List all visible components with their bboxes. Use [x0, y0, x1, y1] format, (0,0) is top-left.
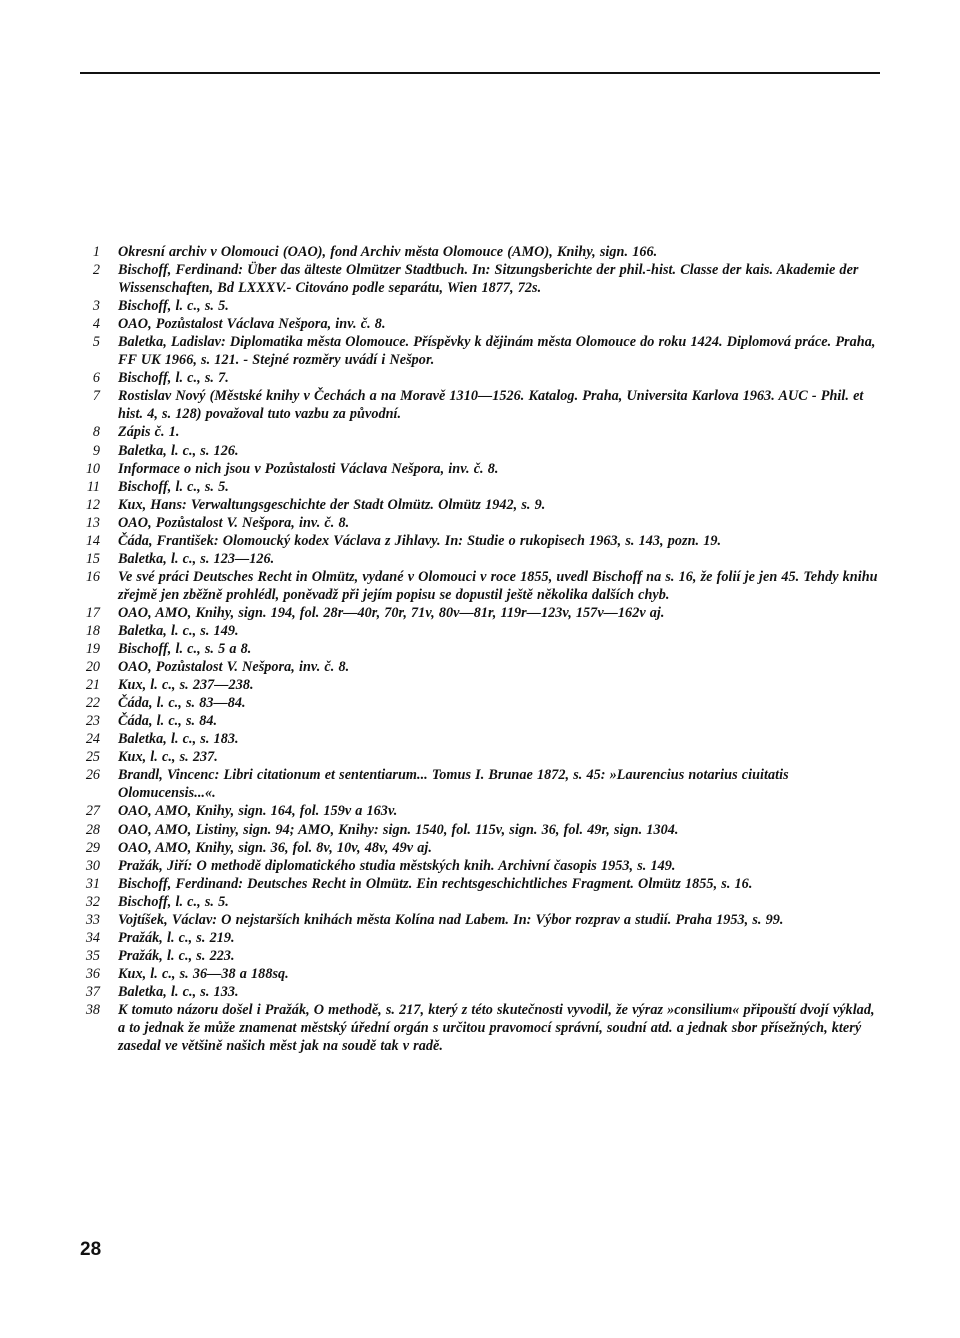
- footnote: [80, 442, 882, 460]
- footnote: [80, 550, 882, 568]
- footnote-text: OAO, AMO, Listiny, sign. 94; AMO, Knihy: sign. 1540, fol. 115v, sign. 36, fol. 49r, sign. 1304.: [118, 821, 679, 838]
- footnote: [80, 315, 882, 333]
- footnote: [80, 387, 882, 423]
- footnote-text: Bischoff, l. c., s. 5.: [118, 478, 229, 495]
- footnote: [80, 658, 882, 676]
- footnote: [80, 478, 882, 496]
- footnote: [80, 694, 882, 712]
- footnote-number: 1: [92, 244, 100, 260]
- footnote-text: Kux, Hans: Verwaltungsgeschichte der Stadt Olmütz. Olmütz 1942, s. 9.: [118, 496, 546, 513]
- footnote-text: Bischoff, l. c., s. 7.: [118, 370, 229, 387]
- footnote-text: Kux, l. c., s. 237.: [118, 749, 218, 766]
- footnote-number: 14: [85, 532, 100, 549]
- footnote: [80, 568, 882, 604]
- footnote: [80, 712, 882, 730]
- footnote-number: 17: [85, 604, 100, 621]
- header-rule: [80, 72, 880, 74]
- footnote: [80, 676, 882, 694]
- footnote-text: Brandl, Vincenc: Libri citationum et sententiarum... Tomus I. Brunae 1872, s. 45: »Laurencius notarius ciuitatis Olomucensis...«.: [118, 767, 789, 802]
- footnote-number: 2: [92, 262, 100, 279]
- footnote-text: Bischoff, Ferdinand: Über das älteste Olmützer Stadtbuch. In: Sitzungsberichte der phil.-hist. Classe der kais. Akademie der Wissenschaften, Bd LXXXV.- Citováno podle separátu, Wien 1877, 72s.: [118, 262, 859, 297]
- footnote-number: 38: [85, 1001, 100, 1018]
- footnotes-list: [80, 243, 882, 1055]
- footnote-text: Pražák, Jiří: O methodě diplomatického studia městských knih. Archivní časopis 1953, s. 149.: [118, 857, 676, 874]
- footnote: [80, 243, 882, 261]
- footnote-text: OAO, AMO, Knihy, sign. 194, fol. 28r—40r, 70r, 71v, 80v—81r, 119r—123v, 157v—162v aj.: [118, 604, 665, 621]
- footnote-number: 33: [85, 911, 100, 928]
- footnote-number: 26: [85, 767, 100, 784]
- footnote-number: 35: [85, 947, 100, 964]
- footnote: [80, 875, 882, 893]
- footnote-text: Čáda, l. c., s. 84.: [118, 713, 218, 730]
- footnote-number: 30: [85, 857, 100, 874]
- footnote-number: 8: [92, 424, 100, 441]
- footnote-text: Čáda, František: Olomoucký kodex Václava z Jihlavy. In: Studie o rukopisech 1963, s. 143, pozn. 19.: [118, 532, 722, 549]
- footnote-number: 34: [85, 929, 100, 946]
- footnote-number: 20: [85, 659, 100, 676]
- footnote-number: 15: [85, 550, 100, 567]
- footnote: [80, 496, 882, 514]
- footnote-number: 9: [92, 442, 100, 459]
- footnote: [80, 839, 882, 857]
- footnote: [80, 947, 882, 965]
- footnote-text: Baletka, l. c., s. 126.: [118, 442, 239, 459]
- footnote-number: 12: [85, 496, 100, 513]
- footnote-number: 6: [92, 370, 100, 387]
- footnote: [80, 1001, 882, 1055]
- footnote-text: Kux, l. c., s. 36—38 a 188sq.: [118, 965, 289, 982]
- footnote-text: Zápis č. 1.: [118, 424, 180, 441]
- footnote-number: 5: [92, 334, 100, 351]
- footnote-number: 3: [92, 298, 100, 315]
- footnote: [80, 622, 882, 640]
- footnote: [80, 261, 882, 297]
- footnote-text: Rostislav Nový (Městské knihy v Čechách a na Moravě 1310—1526. Katalog. Praha, Universita Karlova 1963. AUC - Phil. et hist. 4, s. 128) považoval tuto vazbu za původní.: [118, 388, 864, 423]
- footnote-number: 28: [85, 821, 100, 838]
- footnote: [80, 983, 882, 1001]
- footnote-number: 25: [85, 749, 100, 766]
- footnote: [80, 423, 882, 441]
- footnote-text: K tomuto názoru došel i Pražák, O methodě, s. 217, který z této skutečnosti vyvodil, že výraz »consilium« připouští dvojí výklad, a to jednak že může znamenat městský úřední orgán s určitou pravomocí správní, soudní atd. a jednak sbor přísežných, který zasedal ve většině našich měst jak na soudě tak v radě.: [118, 1001, 875, 1055]
- footnote-text: Ve své práci Deutsches Recht in Olmütz, vydané v Olomouci v roce 1855, uvedl Bischoff na s. 16, že folií je jen 45. Tehdy knihu zřejmě jen zběžně prohlédl, poněvadž při jejím popisu se dopustil ještě několika dalších chyb.: [118, 568, 878, 603]
- footnote-number: 13: [85, 514, 100, 531]
- footnote: [80, 369, 882, 387]
- footnote-text: Bischoff, l. c., s. 5.: [118, 893, 229, 910]
- footnote-text: Pražák, l. c., s. 219.: [118, 929, 235, 946]
- footnote-number: 18: [85, 622, 100, 639]
- footnote: [80, 460, 882, 478]
- footnote-number: 11: [86, 478, 100, 495]
- footnote: [80, 802, 882, 820]
- footnote: [80, 532, 882, 550]
- footnote-number: 16: [85, 568, 100, 585]
- footnote-number: 37: [85, 983, 100, 1000]
- footnote-text: OAO, Pozůstalost Václava Nešpora, inv. č. 8.: [118, 316, 386, 333]
- footnote-text: Baletka, l. c., s. 183.: [118, 731, 239, 748]
- footnote-text: Bischoff, Ferdinand: Deutsches Recht in Olmütz. Ein rechtsgeschichtliches Fragment. Olmütz 1855, s. 16.: [118, 875, 753, 892]
- footnote: [80, 604, 882, 622]
- footnote-number: 29: [85, 839, 100, 856]
- footnote-text: Pražák, l. c., s. 223.: [118, 947, 235, 964]
- footnote-text: Informace o nich jsou v Pozůstalosti Václava Nešpora, inv. č. 8.: [118, 460, 499, 477]
- footnote-number: 27: [85, 803, 100, 820]
- footnote-text: Vojtíšek, Václav: O nejstarších knihách města Kolína nad Labem. In: Výbor rozprav a studií. Praha 1953, s. 99.: [118, 911, 784, 928]
- footnote: [80, 297, 882, 315]
- footnote-number: 4: [92, 316, 100, 333]
- footnote-text: Baletka, l. c., s. 149.: [118, 622, 239, 639]
- footnote-text: Baletka, Ladislav: Diplomatika města Olomouce. Příspěvky k dějinám města Olomouce do roku 1424. Diplomová práce. Praha, FF UK 1966, s. 121. - Stejné rozměry uvádí i Nešpor.: [118, 334, 876, 369]
- footnote: [80, 929, 882, 947]
- footnote-number: 19: [85, 641, 100, 658]
- footnote: [80, 857, 882, 875]
- footnote-number: 10: [85, 460, 100, 477]
- footnote: [80, 893, 882, 911]
- footnote: [80, 748, 882, 766]
- footnote-text: Bischoff, l. c., s. 5 a 8.: [118, 641, 252, 658]
- footnote: [80, 333, 882, 369]
- footnote-number: 32: [85, 893, 100, 910]
- footnote-text: OAO, Pozůstalost V. Nešpora, inv. č. 8.: [118, 659, 350, 676]
- footnote-number: 22: [85, 695, 100, 712]
- footnote-text: Kux, l. c., s. 237—238.: [118, 677, 254, 694]
- footnote-number: 36: [85, 965, 100, 982]
- footnote: [80, 911, 882, 929]
- footnote-text: Okresní archiv v Olomouci (OAO), fond Archiv města Olomouce (AMO), Knihy, sign. 166.: [118, 244, 658, 260]
- footnote-number: 7: [92, 388, 100, 405]
- footnote-text: Čáda, l. c., s. 83—84.: [118, 695, 246, 712]
- footnote-number: 31: [85, 875, 100, 892]
- footnote-text: Baletka, l. c., s. 123—126.: [118, 550, 275, 567]
- footnote-text: Baletka, l. c., s. 133.: [118, 983, 239, 1000]
- footnote: [80, 821, 882, 839]
- footnote-number: 21: [85, 677, 100, 694]
- footnote-number: 23: [85, 713, 100, 730]
- footnote: [80, 514, 882, 532]
- footnote: [80, 730, 882, 748]
- page-number: 28: [80, 1239, 102, 1260]
- footnote: [80, 965, 882, 983]
- footnote: [80, 766, 882, 802]
- footnote-text: Bischoff, l. c., s. 5.: [118, 298, 229, 315]
- footnote-text: OAO, AMO, Knihy, sign. 164, fol. 159v a 163v.: [118, 803, 398, 820]
- footnote-number: 24: [85, 731, 100, 748]
- footnote: [80, 640, 882, 658]
- footnote-text: OAO, AMO, Knihy, sign. 36, fol. 8v, 10v, 48v, 49v aj.: [118, 839, 432, 856]
- footnote-text: OAO, Pozůstalost V. Nešpora, inv. č. 8.: [118, 514, 350, 531]
